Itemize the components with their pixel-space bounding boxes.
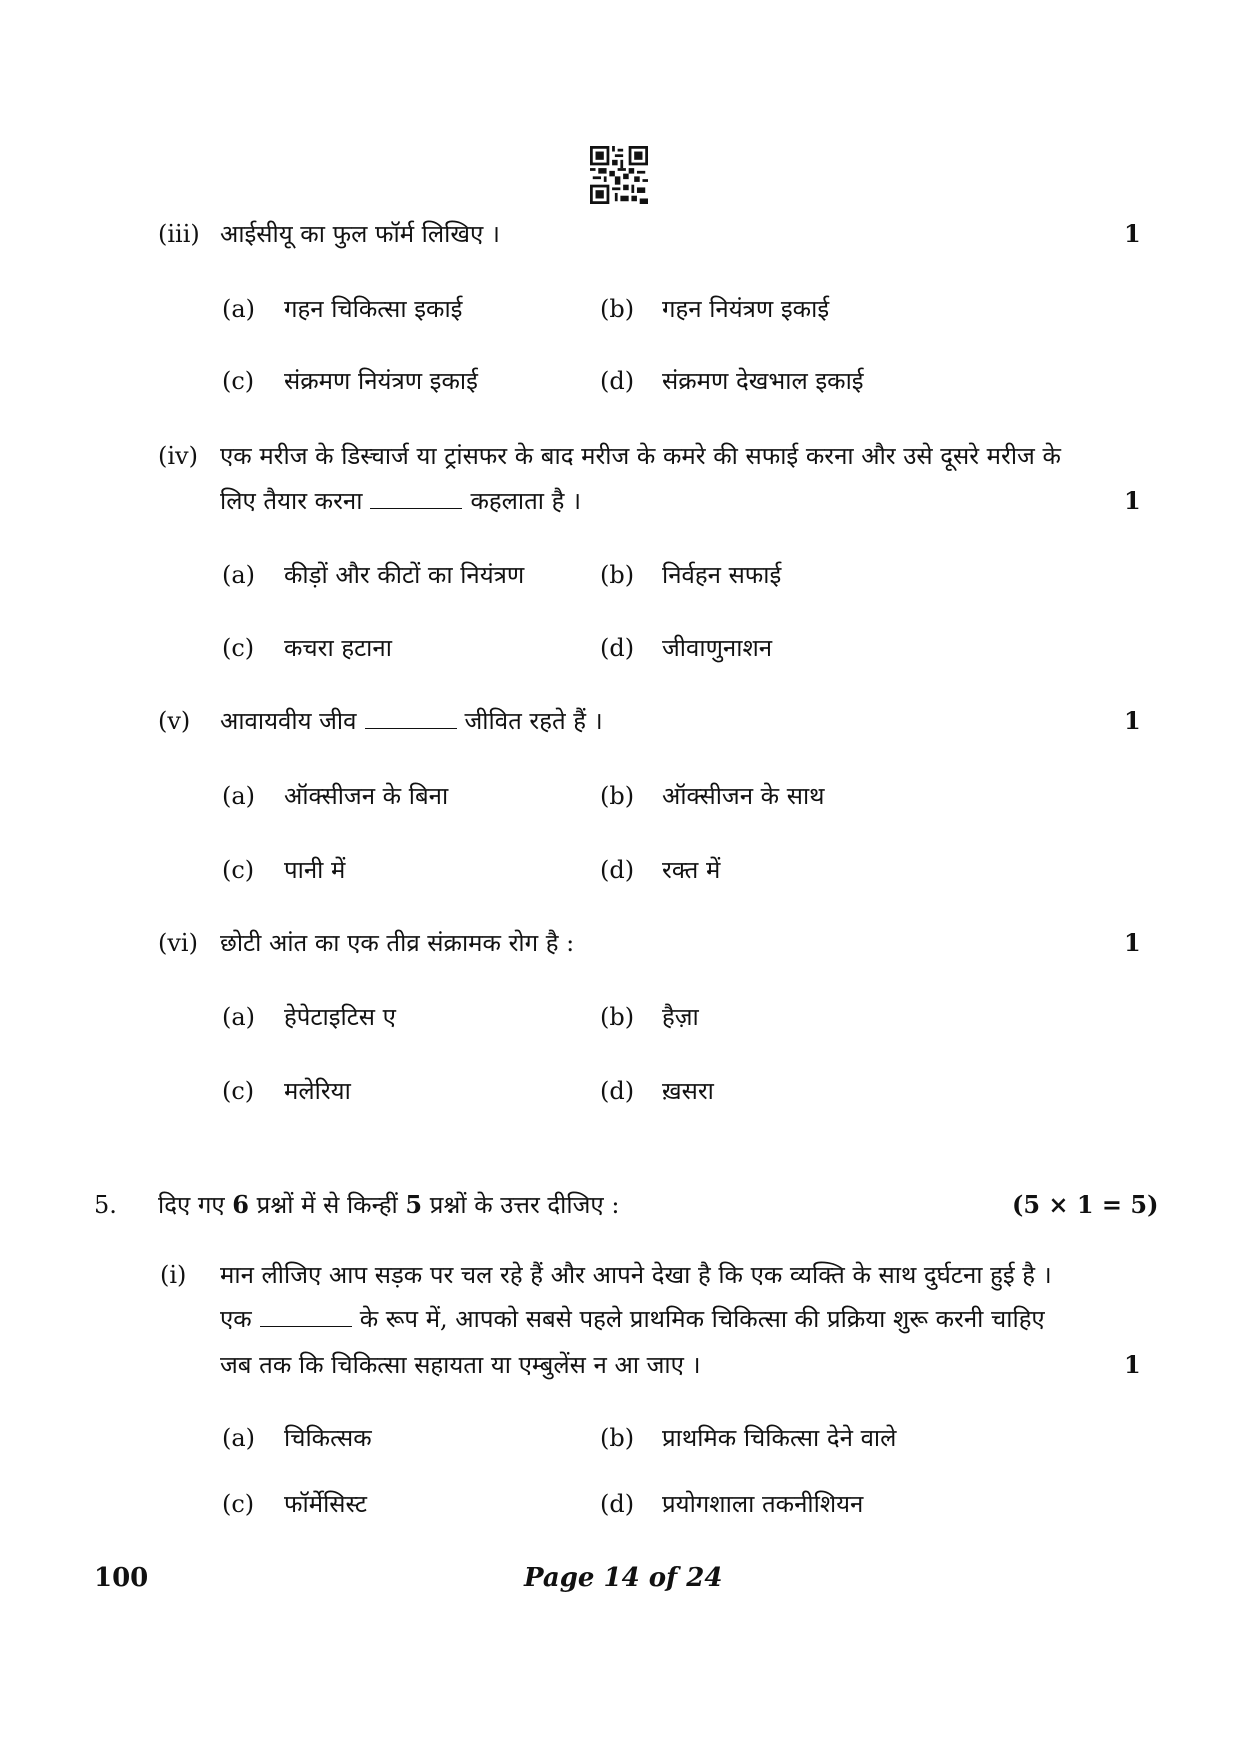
question-marks: 1 — [1124, 486, 1141, 515]
option-text: फॉर्मेसिस्ट — [284, 1490, 367, 1518]
question-marks: 1 — [1124, 1350, 1141, 1379]
section-number: 5. — [94, 1191, 117, 1219]
question-text-line2 — [220, 486, 581, 516]
option-label: (a) — [222, 295, 256, 323]
answer-blank — [365, 708, 457, 729]
option-text: जीवाणुनाशन — [662, 634, 773, 662]
question-number: (vi) — [158, 929, 198, 957]
question-text — [220, 706, 603, 736]
instruction-part: प्रश्नों में से किन्हीं — [256, 1191, 398, 1219]
instruction-part: दिए गए — [158, 1191, 225, 1219]
question-number: (i) — [160, 1261, 187, 1289]
option-label: (d) — [600, 367, 635, 395]
option-text: प्राथमिक चिकित्सा देने वाले — [662, 1424, 897, 1452]
option-label: (b) — [600, 782, 635, 810]
question-text-line2 — [220, 1304, 1045, 1334]
option-text: निर्वहन सफाई — [662, 561, 782, 589]
option-text: कचरा हटाना — [284, 634, 392, 662]
option-text: ऑक्सीजन के बिना — [284, 782, 449, 810]
option-label: (c) — [222, 634, 255, 662]
question-text-line1: एक मरीज के डिस्चार्ज या ट्रांसफर के बाद मरीज के कमरे की सफाई करना और उसे दूसरे मरीज के — [220, 442, 1061, 470]
question-number: (v) — [158, 707, 191, 735]
option-label: (a) — [222, 782, 256, 810]
question-text-part: एक — [220, 1305, 252, 1333]
option-text: गहन नियंत्रण इकाई — [662, 295, 830, 323]
option-label: (b) — [600, 1003, 635, 1031]
question-text-part: लिए तैयार करना — [220, 487, 363, 515]
option-label: (d) — [600, 856, 635, 884]
question-text-part: कहलाता है । — [470, 487, 582, 515]
paper-code: 100 — [94, 1563, 149, 1593]
instruction-count: 6 — [232, 1190, 249, 1219]
option-label: (c) — [222, 1077, 255, 1105]
page-number: Page 14 of 24 — [524, 1563, 723, 1593]
option-label: (b) — [600, 561, 635, 589]
option-text: गहन चिकित्सा इकाई — [284, 295, 463, 323]
option-text: प्रयोगशाला तकनीशियन — [662, 1490, 864, 1518]
option-label: (c) — [222, 856, 255, 884]
question-text: आईसीयू का फुल फॉर्म लिखिए । — [220, 220, 501, 248]
option-text: ऑक्सीजन के साथ — [662, 782, 825, 810]
option-text: कीड़ों और कीटों का नियंत्रण — [284, 561, 525, 589]
question-number: (iii) — [158, 220, 200, 248]
option-text: संक्रमण नियंत्रण इकाई — [284, 367, 478, 395]
question-text-line1: मान लीजिए आप सड़क पर चल रहे हैं और आपने देखा है कि एक व्यक्ति के साथ दुर्घटना हुई है । — [220, 1261, 1052, 1289]
option-label: (c) — [222, 1490, 255, 1518]
question-marks: 1 — [1124, 706, 1141, 735]
section-instruction — [158, 1190, 619, 1220]
option-text: हैज़ा — [662, 1003, 699, 1031]
question-text-line3: जब तक कि चिकित्सा सहायता या एम्बुलेंस न आ जाए । — [220, 1351, 701, 1379]
option-label: (a) — [222, 1424, 256, 1452]
option-text: ख़सरा — [662, 1077, 714, 1105]
question-text: छोटी आंत का एक तीव्र संक्रामक रोग है : — [220, 929, 575, 957]
question-text-part: जीवित रहते हैं । — [464, 707, 603, 735]
option-text: संक्रमण देखभाल इकाई — [662, 367, 864, 395]
answer-blank — [370, 488, 462, 509]
question-marks: 1 — [1124, 219, 1141, 248]
question-number: (iv) — [158, 442, 198, 470]
option-text: रक्त में — [662, 856, 721, 884]
option-label: (d) — [600, 634, 635, 662]
option-label: (a) — [222, 561, 256, 589]
qr-code — [590, 146, 648, 204]
option-label: (d) — [600, 1490, 635, 1518]
answer-blank — [260, 1306, 352, 1327]
instruction-part: प्रश्नों के उत्तर दीजिए : — [429, 1191, 620, 1219]
question-text-part: आवायवीय जीव — [220, 707, 357, 735]
section-marks: (5 × 1 = 5) — [1012, 1190, 1159, 1219]
option-label: (a) — [222, 1003, 256, 1031]
option-label: (c) — [222, 367, 255, 395]
option-text: हेपेटाइटिस ए — [284, 1003, 396, 1031]
option-label: (b) — [600, 295, 635, 323]
option-text: मलेरिया — [284, 1077, 351, 1105]
option-label: (d) — [600, 1077, 635, 1105]
option-label: (b) — [600, 1424, 635, 1452]
question-text-part: के रूप में, आपको सबसे पहले प्राथमिक चिकित्सा की प्रक्रिया शुरू करनी चाहिए — [359, 1305, 1045, 1333]
option-text: पानी में — [284, 856, 346, 884]
instruction-count: 5 — [405, 1190, 423, 1219]
question-marks: 1 — [1124, 928, 1141, 957]
option-text: चिकित्सक — [284, 1424, 372, 1452]
